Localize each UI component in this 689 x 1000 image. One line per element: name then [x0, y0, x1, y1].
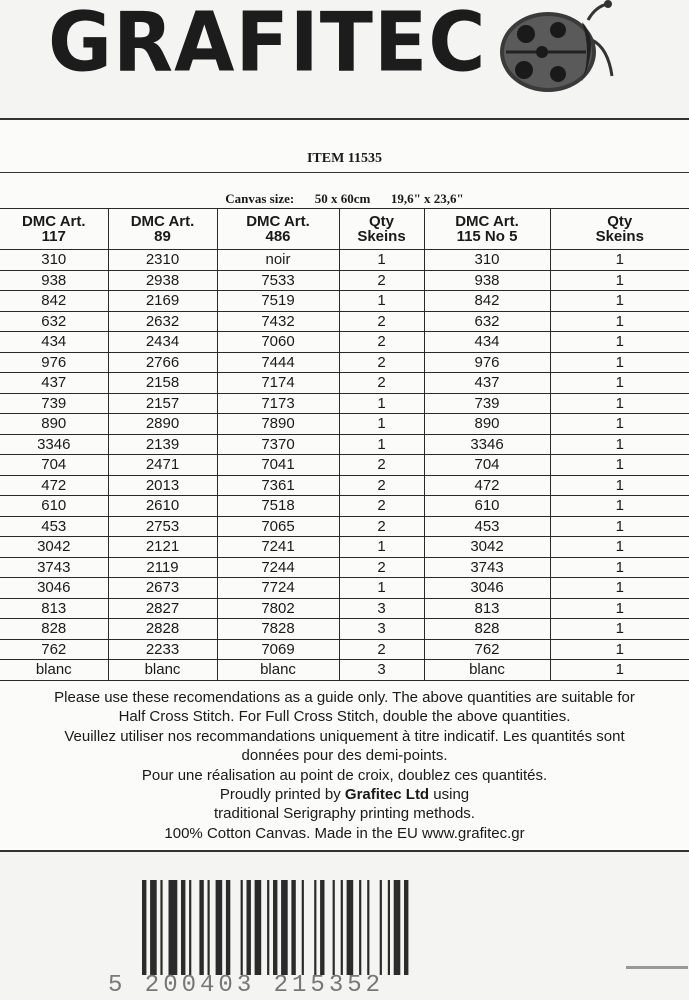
table-cell: 7519 — [217, 291, 339, 312]
table-row — [0, 434, 689, 455]
table-cell: noir — [217, 250, 339, 271]
column-header: Qty Skeins — [339, 209, 424, 250]
column-header: DMC Art. 115 No 5 — [424, 209, 550, 250]
table-cell: 1 — [550, 352, 689, 373]
barcode-bar — [347, 880, 354, 975]
table-cell: 739 — [424, 393, 550, 414]
table-cell: 813 — [0, 598, 108, 619]
table-cell: 3042 — [0, 537, 108, 558]
table-cell: 739 — [0, 393, 108, 414]
table-cell: 7444 — [217, 352, 339, 373]
table-cell: 938 — [424, 270, 550, 291]
note-line: Veuillez utiliser nos recommandations uniquement à titre indicatif. Les quantités sont — [64, 727, 625, 745]
barcode-bar — [181, 880, 185, 975]
table-cell: 453 — [0, 516, 108, 537]
table-cell: blanc — [424, 660, 550, 681]
table-row — [0, 291, 689, 312]
note-line: Half Cross Stitch. For Full Cross Stitch, double the above quantities. — [118, 708, 571, 726]
table-cell: 434 — [424, 332, 550, 353]
table-row — [0, 414, 689, 435]
barcode-bar — [281, 880, 288, 975]
table-cell: 7065 — [217, 516, 339, 537]
table-row — [0, 475, 689, 496]
table-cell: 472 — [424, 475, 550, 496]
barcode-bar — [388, 880, 390, 975]
brand-logo-text: GRAFITEC — [48, 0, 487, 91]
table-cell: 2157 — [108, 393, 217, 414]
table-row — [0, 373, 689, 394]
table-cell: 2 — [339, 496, 424, 517]
table-row — [0, 639, 689, 660]
barcode-bar — [394, 880, 401, 975]
table-row — [0, 557, 689, 578]
table-row — [0, 660, 689, 681]
table-cell: 762 — [424, 639, 550, 660]
table-row — [0, 496, 689, 517]
table-cell: 2139 — [108, 434, 217, 455]
table-cell: 453 — [424, 516, 550, 537]
barcode-bar — [333, 880, 335, 975]
table-cell: 7828 — [217, 619, 339, 640]
table-cell: 434 — [0, 332, 108, 353]
table-cell: 704 — [424, 455, 550, 476]
table-cell: 890 — [424, 414, 550, 435]
table-cell: 610 — [424, 496, 550, 517]
table-cell: 1 — [550, 537, 689, 558]
barcode-bar — [199, 880, 203, 975]
table-cell: 2 — [339, 352, 424, 373]
thread-card — [0, 118, 689, 852]
table-cell: 1 — [550, 516, 689, 537]
barcode-bar — [314, 880, 316, 975]
table-cell: 7518 — [217, 496, 339, 517]
table-cell: 2 — [339, 373, 424, 394]
table-cell: 310 — [424, 250, 550, 271]
table-cell: 1 — [550, 373, 689, 394]
table-cell: 2828 — [108, 619, 217, 640]
table-cell: 7890 — [217, 414, 339, 435]
note-line: Proudly printed by Grafitec Ltd using — [219, 786, 470, 804]
note-line: 100% Cotton Canvas. Made in the EU www.grafitec.gr — [164, 824, 525, 842]
table-cell: 1 — [339, 291, 424, 312]
table-cell: 1 — [550, 393, 689, 414]
table-cell: 1 — [550, 598, 689, 619]
table-cell: 1 — [339, 250, 424, 271]
barcode-bar — [226, 880, 230, 975]
table-row — [0, 332, 689, 353]
table-cell: 7244 — [217, 557, 339, 578]
table-cell: 1 — [550, 250, 689, 271]
column-header: DMC Art. 89 — [108, 209, 217, 250]
table-cell: 842 — [0, 291, 108, 312]
table-cell: 2013 — [108, 475, 217, 496]
table-header-row — [0, 209, 689, 250]
barcode-bar — [367, 880, 369, 975]
header — [0, 0, 689, 118]
barcode-bar — [216, 880, 223, 975]
table-cell: 2632 — [108, 311, 217, 332]
barcode-bar — [189, 880, 191, 975]
table-cell: 2 — [339, 311, 424, 332]
table-row — [0, 311, 689, 332]
table-cell: 310 — [0, 250, 108, 271]
usage-notes — [0, 688, 689, 843]
table-cell: 7361 — [217, 475, 339, 496]
table-cell: 3743 — [424, 557, 550, 578]
table-cell: 1 — [550, 311, 689, 332]
barcode-bar — [359, 880, 361, 975]
table-cell: 2753 — [108, 516, 217, 537]
thread-table — [0, 208, 689, 681]
table-cell: 2119 — [108, 557, 217, 578]
table-cell: 2121 — [108, 537, 217, 558]
table-cell: 1 — [550, 557, 689, 578]
table-cell: 976 — [0, 352, 108, 373]
table-cell: 3346 — [0, 434, 108, 455]
barcode-bar — [273, 880, 277, 975]
table-cell: 3046 — [0, 578, 108, 599]
table-cell: 2 — [339, 332, 424, 353]
canvas-size-inches: 19,6" x 23,6" — [390, 191, 464, 206]
table-cell: blanc — [0, 660, 108, 681]
table-cell: 704 — [0, 455, 108, 476]
barcode-bar — [291, 880, 295, 975]
ladybug-icon — [496, 0, 626, 110]
canvas-size-label: Canvas size: — [225, 191, 295, 206]
table-cell: 1 — [550, 270, 689, 291]
table-cell: 976 — [424, 352, 550, 373]
table-cell: 3 — [339, 598, 424, 619]
table-cell: 1 — [550, 660, 689, 681]
table-row — [0, 578, 689, 599]
table-cell: 7802 — [217, 598, 339, 619]
table-cell: 7533 — [217, 270, 339, 291]
table-cell: 3 — [339, 619, 424, 640]
table-row — [0, 250, 689, 271]
table-cell: 1 — [550, 434, 689, 455]
table-cell: 2 — [339, 270, 424, 291]
table-cell: 7370 — [217, 434, 339, 455]
table-row — [0, 598, 689, 619]
table-cell: 813 — [424, 598, 550, 619]
table-cell: 2673 — [108, 578, 217, 599]
table-cell: 2 — [339, 475, 424, 496]
table-cell: 2827 — [108, 598, 217, 619]
note-line: données pour des demi-points. — [241, 747, 448, 765]
company-name: Grafitec Ltd — [344, 786, 430, 804]
table-cell: 2434 — [108, 332, 217, 353]
table-cell: 2766 — [108, 352, 217, 373]
table-cell: 2 — [339, 516, 424, 537]
barcode-bar — [404, 880, 408, 975]
table-cell: 842 — [424, 291, 550, 312]
table-row — [0, 537, 689, 558]
table-cell: 890 — [0, 414, 108, 435]
table-cell: blanc — [217, 660, 339, 681]
barcode-bar — [247, 880, 251, 975]
barcode-bar — [160, 880, 162, 975]
table-cell: 2471 — [108, 455, 217, 476]
table-cell: 3743 — [0, 557, 108, 578]
column-header: DMC Art. 486 — [217, 209, 339, 250]
barcode-bar — [150, 880, 157, 975]
table-cell: 7724 — [217, 578, 339, 599]
table-cell: 3346 — [424, 434, 550, 455]
table-cell: 7173 — [217, 393, 339, 414]
barcode — [140, 880, 570, 975]
table-cell: 3046 — [424, 578, 550, 599]
table-cell: blanc — [108, 660, 217, 681]
table-cell: 2233 — [108, 639, 217, 660]
table-cell: 2310 — [108, 250, 217, 271]
table-cell: 437 — [0, 373, 108, 394]
table-row — [0, 455, 689, 476]
table-row — [0, 270, 689, 291]
table-cell: 632 — [424, 311, 550, 332]
table-row — [0, 516, 689, 537]
table-cell: 1 — [550, 291, 689, 312]
table-cell: 2890 — [108, 414, 217, 435]
barcode-bar — [142, 880, 146, 975]
table-cell: 1 — [339, 414, 424, 435]
table-cell: 2 — [339, 557, 424, 578]
table-cell: 1 — [550, 475, 689, 496]
table-cell: 1 — [550, 332, 689, 353]
barcode-bar — [302, 880, 304, 975]
barcode-number: 5 200403 215352 — [108, 972, 385, 999]
divider — [0, 172, 689, 173]
table-cell: 3042 — [424, 537, 550, 558]
note-line: Please use these recomendations as a guide only. The above quantities are suitable for — [54, 689, 635, 706]
table-cell: 472 — [0, 475, 108, 496]
canvas-size-cm: 50 x 60cm — [314, 191, 371, 206]
table-cell: 7041 — [217, 455, 339, 476]
barcode-bar — [380, 880, 382, 975]
table-cell: 632 — [0, 311, 108, 332]
table-cell: 1 — [550, 639, 689, 660]
table-cell: 2 — [339, 455, 424, 476]
table-cell: 1 — [550, 619, 689, 640]
table-cell: 2158 — [108, 373, 217, 394]
canvas-size — [0, 191, 689, 207]
table-cell: 2610 — [108, 496, 217, 517]
table-cell: 2938 — [108, 270, 217, 291]
table-cell: 7241 — [217, 537, 339, 558]
table-cell: 762 — [0, 639, 108, 660]
table-cell: 7174 — [217, 373, 339, 394]
barcode-bar — [208, 880, 210, 975]
table-cell: 828 — [0, 619, 108, 640]
barcode-bar — [241, 880, 243, 975]
table-cell: 1 — [550, 496, 689, 517]
barcode-bar — [341, 880, 343, 975]
barcode-bar — [267, 880, 269, 975]
table-cell: 7060 — [217, 332, 339, 353]
table-cell: 828 — [424, 619, 550, 640]
barcode-bar — [320, 880, 324, 975]
table-row — [0, 352, 689, 373]
table-cell: 1 — [339, 537, 424, 558]
note-line: traditional Serigraphy printing methods. — [214, 805, 475, 823]
table-cell: 1 — [339, 393, 424, 414]
table-row — [0, 619, 689, 640]
barcode-bar — [255, 880, 262, 975]
barcode-bar — [169, 880, 178, 975]
table-cell: 1 — [550, 578, 689, 599]
table-cell: 1 — [550, 414, 689, 435]
table-cell: 1 — [550, 455, 689, 476]
table-cell: 437 — [424, 373, 550, 394]
table-cell: 610 — [0, 496, 108, 517]
table-cell: 3 — [339, 660, 424, 681]
table-row — [0, 393, 689, 414]
table-cell: 7432 — [217, 311, 339, 332]
decorative-line — [626, 966, 688, 969]
table-cell: 7069 — [217, 639, 339, 660]
table-cell: 1 — [339, 434, 424, 455]
table-cell: 1 — [339, 578, 424, 599]
table-cell: 938 — [0, 270, 108, 291]
table-cell: 2169 — [108, 291, 217, 312]
table-cell: 2 — [339, 639, 424, 660]
column-header: DMC Art. 117 — [0, 209, 108, 250]
note-line: Pour une réalisation au point de croix, doublez ces quantités. — [141, 766, 548, 784]
column-header: Qty Skeins — [550, 209, 689, 250]
item-number: ITEM 11535 — [306, 151, 383, 166]
